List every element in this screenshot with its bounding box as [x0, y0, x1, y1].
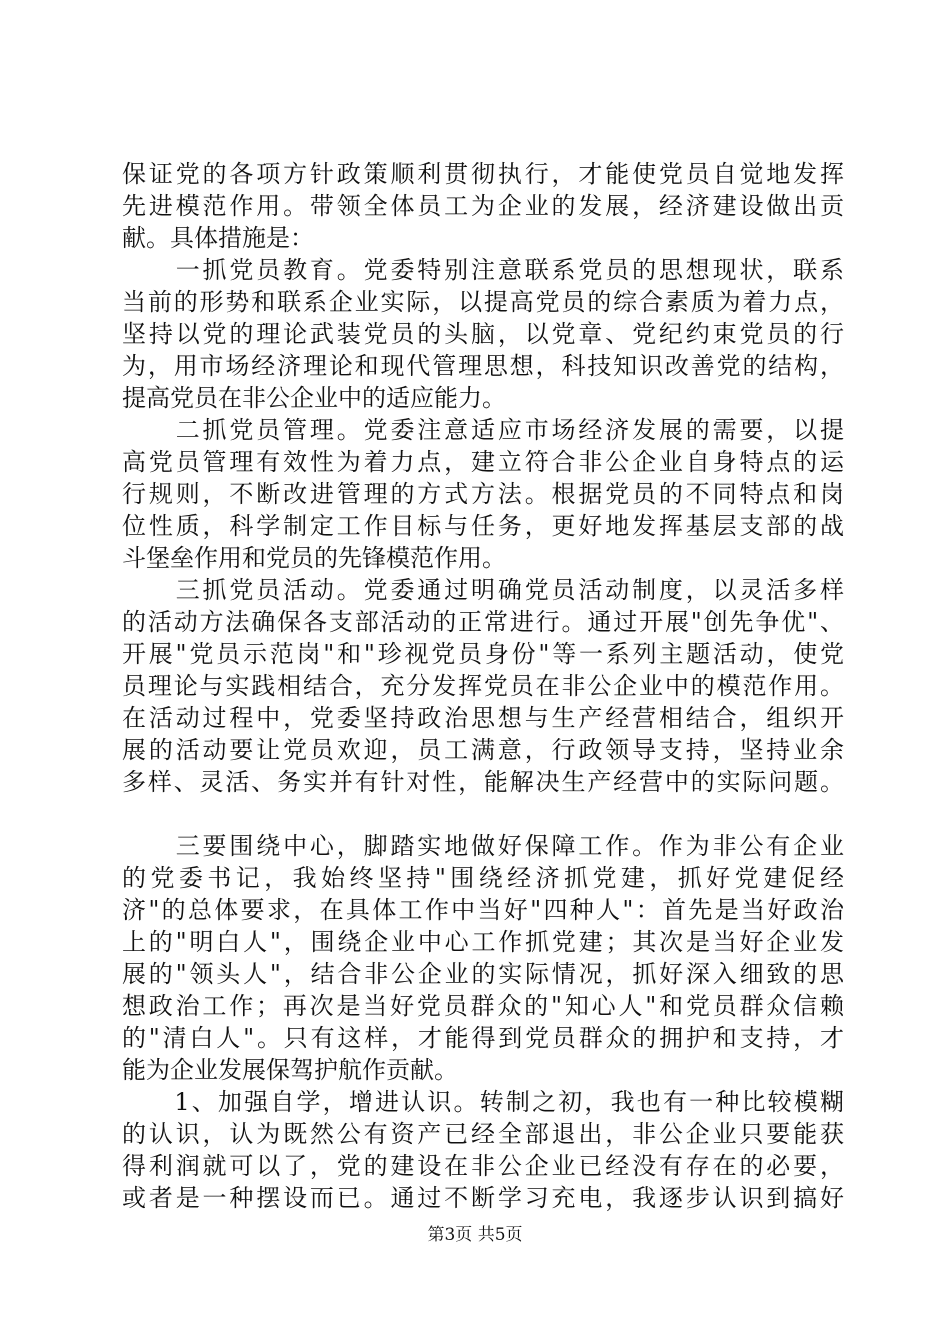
text-line: 展的"领头人"，结合非公企业的实际情况，抓好深入细致的思 — [122, 960, 844, 988]
text-line: 为，用市场经济理论和现代管理思想，科技知识改善党的结构， — [122, 352, 844, 380]
text-line: 能为企业发展保驾护航作贡献。 — [122, 1056, 458, 1084]
paragraph-center-work — [122, 830, 844, 1086]
text-line: 在活动过程中，党委坚持政治思想与生产经营相结合，组织开 — [122, 704, 844, 732]
text-line: 得利润就可以了，党的建设在非公企业已经没有存在的必要， — [122, 1152, 844, 1180]
text-line: 行规则，不断改进管理的方式方法。根据党员的不同特点和岗 — [122, 480, 844, 508]
text-line: 员理论与实践相结合，充分发挥党员在非公企业中的模范作用。 — [122, 672, 844, 700]
text-line: 上的"明白人"，围绕企业中心工作抓党建；其次是当好企业发 — [122, 928, 844, 956]
paragraph-party-management — [122, 414, 844, 574]
text-line: 先进模范作用。带领全体员工为企业的发展，经济建设做出贡 — [122, 192, 844, 220]
paragraph-self-study — [122, 1086, 844, 1214]
text-line: 或者是一种摆设而已。通过不断学习充电，我逐步认识到搞好 — [122, 1184, 844, 1212]
text-line: 的认识，认为既然公有资产已经全部退出，非公企业只要能获 — [122, 1120, 844, 1148]
text-line: 二抓党员管理。党委注意适应市场经济发展的需要，以提 — [122, 416, 844, 444]
text-line: 位性质，科学制定工作目标与任务，更好地发挥基层支部的战 — [122, 512, 844, 540]
text-line: 高党员管理有效性为着力点，建立符合非公企业自身特点的运 — [122, 448, 844, 476]
text-line: 的活动方法确保各支部活动的正常进行。通过开展"创先争优"、 — [122, 608, 844, 636]
text-line: 当前的形势和联系企业实际，以提高党员的综合素质为着力点， — [122, 288, 844, 316]
paragraph-party-activities — [122, 574, 844, 798]
document-body — [122, 158, 844, 1214]
text-line: 的党委书记，我始终坚持"围绕经济抓党建，抓好党建促经 — [122, 864, 844, 892]
text-line: 三要围绕中心，脚踏实地做好保障工作。作为非公有企业 — [122, 832, 844, 860]
text-line: 的"清白人"。只有这样，才能得到党员群众的拥护和支持，才 — [122, 1024, 844, 1052]
text-line: 1、加强自学，增进认识。转制之初，我也有一种比较模糊 — [122, 1088, 844, 1116]
page-number: 第3页 共5页 — [427, 1225, 523, 1245]
text-line: 开展"党员示范岗"和"珍视党员身份"等一系列主题活动，使党 — [122, 640, 844, 668]
text-line: 提高党员在非公企业中的适应能力。 — [122, 384, 506, 412]
text-line: 展的活动要让党员欢迎，员工满意，行政领导支持，坚持业余 — [122, 736, 844, 764]
text-line: 想政治工作；再次是当好党员群众的"知心人"和党员群众信赖 — [122, 992, 844, 1020]
text-line: 保证党的各项方针政策顺利贯彻执行，才能使党员自觉地发挥 — [122, 160, 844, 188]
paragraph-gap — [122, 798, 844, 830]
text-line: 济"的总体要求，在具体工作中当好"四种人"：首先是当好政治 — [122, 896, 844, 924]
text-line: 三抓党员活动。党委通过明确党员活动制度，以灵活多样 — [122, 576, 844, 604]
text-line: 斗堡垒作用和党员的先锋模范作用。 — [122, 544, 506, 572]
text-line: 坚持以党的理论武装党员的头脑，以党章、党纪约束党员的行 — [122, 320, 844, 348]
paragraph-intro — [122, 158, 844, 254]
text-line: 一抓党员教育。党委特别注意联系党员的思想现状，联系 — [122, 256, 844, 284]
paragraph-party-education — [122, 254, 844, 414]
text-line: 献。具体措施是： — [122, 224, 314, 252]
text-line: 多样、灵活、务实并有针对性，能解决生产经营中的实际问题。 — [122, 768, 844, 796]
